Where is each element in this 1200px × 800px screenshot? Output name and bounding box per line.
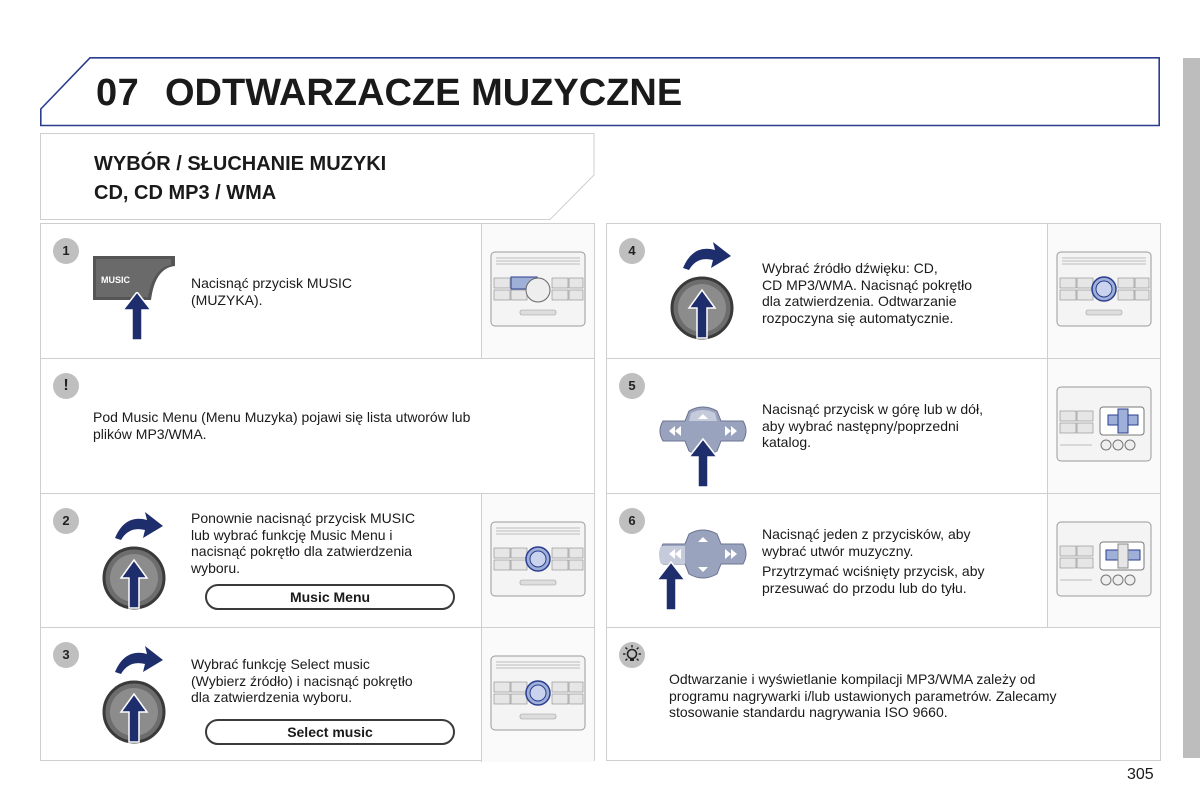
step-1-row [41, 224, 594, 359]
knob-press-illustration [669, 238, 739, 347]
step-badge: 3 [53, 642, 79, 668]
select-music-pill: Select music [205, 719, 455, 745]
knob-press-illustration [101, 642, 171, 751]
side-strip [1183, 58, 1200, 758]
step-5-row [607, 359, 1160, 494]
step-badge: 2 [53, 508, 79, 534]
note-row [41, 359, 594, 494]
radio-side-thumbnail [1047, 494, 1160, 627]
music-button-label: MUSIC [101, 275, 130, 285]
radio-thumbnail [1047, 224, 1160, 358]
step-4-row [607, 224, 1160, 359]
step-5-text: Nacisnąć przycisk w górę lub w dół, aby wybrać następny/poprzedni katalog. [762, 401, 983, 450]
step-4-text: Wybrać źródło dźwięku: CD, CD MP3/WMA. Nacisnąć pokrętło dla zatwierdzenia. Odtwarzanie rozpoczyna się automatycznie. [762, 260, 973, 326]
step-1-text: Nacisnąć przycisk MUSIC (MUZYKA). [191, 275, 353, 308]
radio-thumbnail [481, 494, 594, 627]
music-button-illustration [93, 256, 177, 337]
knob-press-illustration [101, 508, 171, 617]
page-number: 305 [1127, 766, 1154, 783]
left-steps-panel [40, 223, 595, 761]
section-title [94, 150, 386, 208]
step-2-row [41, 494, 594, 628]
step-2-text: Ponownie nacisnąć przycisk MUSIC lub wybrać funkcję Music Menu i nacisnąć pokrętło dla zatwierdzenia wyboru. [191, 510, 416, 576]
note-text: Pod Music Menu (Menu Muzyka) pojawi się lista utworów lub plików MP3/WMA. [93, 409, 471, 442]
right-steps-panel [606, 223, 1161, 761]
warning-badge-icon: ! [53, 373, 79, 399]
tip-text: Odtwarzanie i wyświetlanie kompilacji MP3/WMA zależy od programu nagrywarki i/lub ustawionych parametrów. Zalecamy stosowanie standardu nagrywania ISO 9660. [669, 671, 1057, 720]
radio-thumbnail [481, 224, 594, 358]
step-badge: 4 [619, 238, 645, 264]
step-3-row [41, 628, 594, 762]
radio-side-thumbnail [1047, 359, 1160, 493]
step-6-text: Nacisnąć jeden z przycisków, aby wybrać utwór muzyczny. Przytrzymać wciśnięty przycisk, aby przesuwać do przodu lub do tyłu. [762, 526, 985, 596]
lightbulb-icon [619, 642, 645, 668]
section-title-line-2: CD, CD MP3 / WMA [94, 182, 277, 204]
dpad-left-right-illustration [655, 528, 751, 617]
section-title-line-1: WYBÓR / SŁUCHANIE MUZYKI [94, 153, 387, 175]
step-badge: 6 [619, 508, 645, 534]
tip-badge [619, 642, 645, 668]
step-badge: 5 [619, 373, 645, 399]
press-arrow-icon [117, 292, 157, 342]
dpad-up-down-illustration [655, 405, 751, 494]
tip-row [607, 628, 1160, 762]
step-3-text: Wybrać funkcję Select music (Wybierz źródło) i nacisnąć pokrętło dla zatwierdzenia wyboru. [191, 656, 413, 705]
step-badge: 1 [53, 238, 79, 264]
music-menu-pill: Music Menu [205, 584, 455, 610]
chapter-number: 07 [96, 72, 140, 114]
step-6-row [607, 494, 1160, 628]
chapter-title: ODTWARZACZE MUZYCZNE [165, 72, 683, 114]
radio-thumbnail [481, 628, 594, 762]
